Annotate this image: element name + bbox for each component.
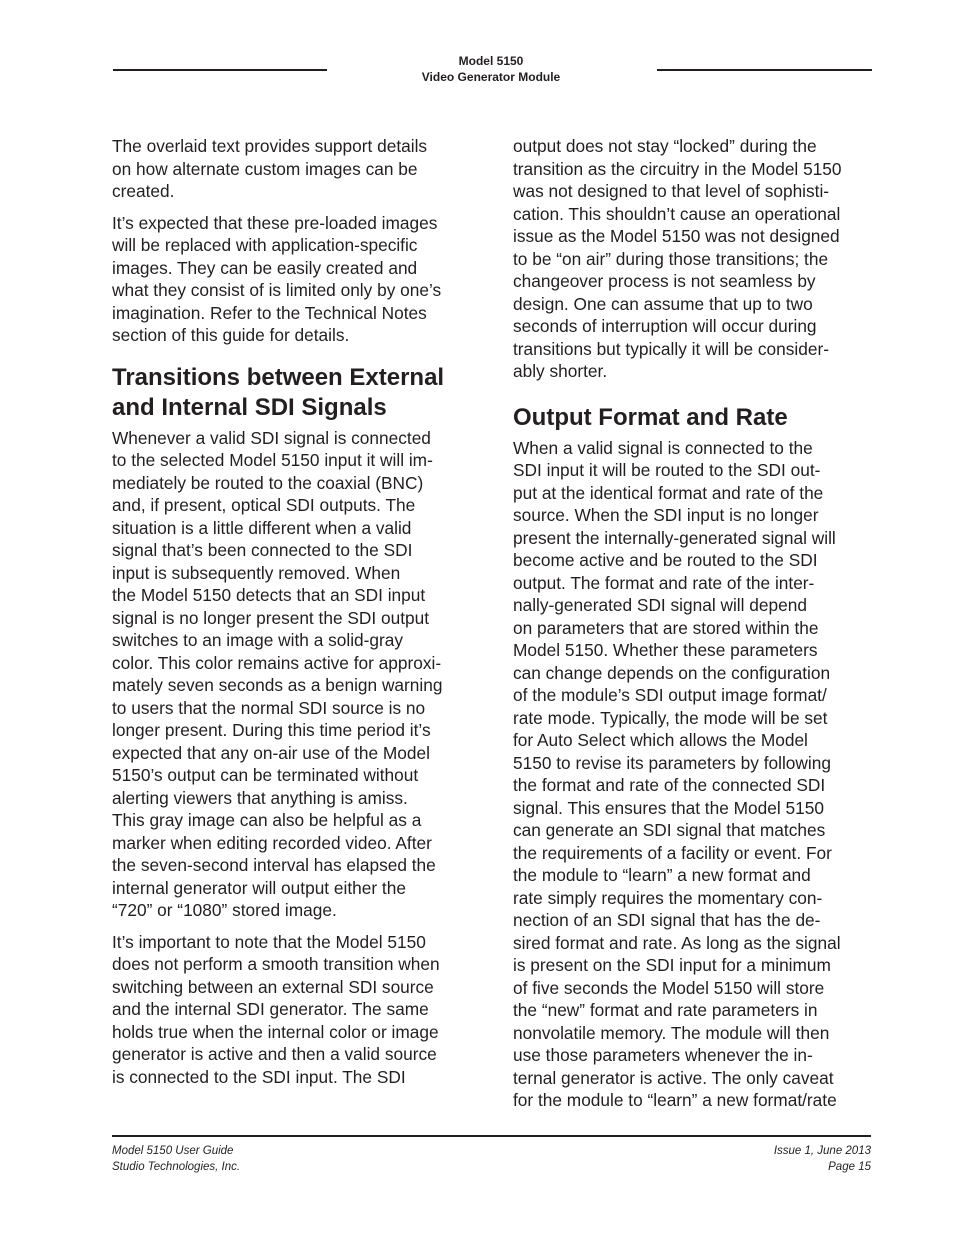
section-heading-output-format: Output Format and Rate <box>513 403 788 431</box>
right-paragraph-2: When a valid signal is connected to the SDI input it will be routed to the SDI out- put at the identical format and rate of the source. When the SDI input is no longer present the internally-generated signal will become active and be routed to the SDI output. The format and rate of the inter- nally-generated SDI signal will depend on parameters that are stored within the Model 5150. Whether these parameters can change depends on the configuration of the module’s SDI output image format/ rate mode. Typically, the mode will be set for Auto Select which allows the Model 5150 to revise its parameters by following the format and rate of the connected SDI signal. This ensures that the Model 5150 can generate an SDI signal that matches the requirements of a facility or event. For the module to “learn” a new format and rate simply requires the momentary con- nection of an SDI signal that has the de- sired format and rate. As long as the signal is present on the SDI input for a minimum of five seconds the Model 5150 will store the “new” format and rate parameters in nonvolatile memory. The module will then use those parameters whenever the in- ternal generator is active. The only caveat for the module to “learn” a new format/rate <box>513 437 841 1110</box>
header-model: Model 5150 <box>458 54 524 68</box>
footer-left <box>112 1144 240 1175</box>
footer-page-number: Page 15 <box>828 1160 871 1173</box>
left-paragraph-4: It’s important to note that the Model 5150 does not perform a smooth transition when switching between an external SDI source and the internal SDI generator. The same holds true when the internal color or image generator is active and then a valid source is connected to the SDI input. The SDI <box>112 931 440 1087</box>
header-rule-left <box>113 69 327 71</box>
left-paragraph-1: The overlaid text provides support details on how alternate custom images can be created. <box>112 136 428 201</box>
page-header <box>330 53 652 85</box>
footer-issue: Issue 1, June 2013 <box>773 1145 871 1157</box>
right-paragraph-1: output does not stay “locked” during the transition as the circuitry in the Model 5150 was not designed to that level of sophisti- cation. This shouldn’t cause an operational issue as the Model 5150 was not designed to be “on air” during those transitions; the changeover process is not seamless by design. One can assume that up to two seconds of interruption will occur during transitions but typically it will be consider- ably shorter. <box>513 136 842 381</box>
left-paragraph-3: Whenever a valid SDI signal is connected to the selected Model 5150 input it will im- mediately be routed to the coaxial (BNC) and, if present, optical SDI outputs. The situation is a little different when a valid signal that’s been connected to the SDI input is subsequently removed. When the Model 5150 detects that an SDI input signal is no longer present the SDI output switches to an image with a solid-gray color. This color remains active for approxi- mately seven seconds as a benign warning to users that the normal SDI source is no longer present. During this time period it’s expected that any on-air use of the Model 5150’s output can be terminated without alerting viewers that anything is amiss. This gray image can also be helpful as a marker when editing recorded video. After the seven-second interval has elapsed the internal generator will output either the “720” or “1080” stored image. <box>112 427 443 920</box>
left-paragraph-2: It’s expected that these pre-loaded images will be replaced with application-specific images. They can be easily created and what they consist of is limited only by one’s imagination. Refer to the Technical Notes section of this guide for details. <box>112 212 442 345</box>
footer-company: Studio Technologies, Inc. <box>112 1160 241 1173</box>
header-rule-right <box>657 69 872 71</box>
left-column <box>112 135 474 1097</box>
header-module: Video Generator Module <box>421 70 561 84</box>
section-heading-transitions: Transitions between External and Internal SDI Signals <box>112 363 445 421</box>
right-column <box>513 135 875 1121</box>
footer-right <box>774 1144 871 1175</box>
footer-guide-title: Model 5150 User Guide <box>112 1145 234 1157</box>
footer-rule <box>112 1135 871 1137</box>
